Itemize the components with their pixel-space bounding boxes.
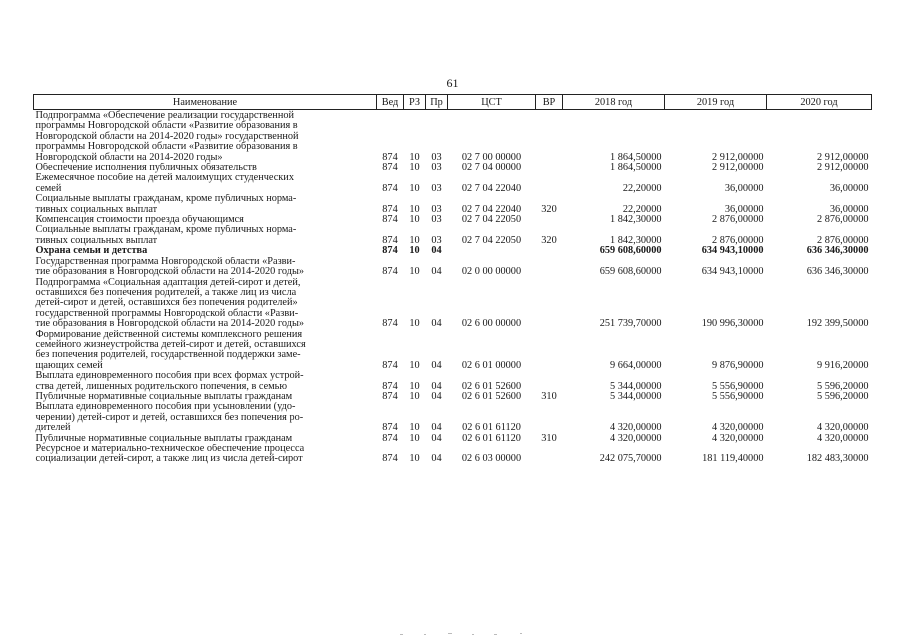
cell-2020: 36,00000 (829, 182, 869, 194)
table-row (34, 215, 872, 225)
cell-2019: 181 119,40000 (702, 453, 764, 465)
cell-rz: 10 (409, 182, 420, 194)
cell-vr (536, 163, 563, 173)
budget-table (33, 94, 872, 465)
cell-rz: 10 (409, 266, 420, 278)
cell-name: Компенсация стоимости проезда обучающимся (35, 215, 244, 226)
cell-ved: 874 (382, 422, 398, 434)
cell-ved: 874 (382, 266, 398, 278)
cell-ved: 874 (382, 215, 398, 226)
cell-vr: 310 (541, 391, 557, 402)
cell-rz: 10 (409, 215, 420, 226)
cell-2018: 659 608,60000 (599, 246, 662, 257)
cell-2018: 1 842,30000 (610, 234, 662, 246)
cell-cst: 02 7 04 22040 (461, 182, 522, 194)
table-row (34, 225, 872, 246)
cell-2020: 2 912,00000 (817, 163, 869, 174)
cell-cst: 02 7 04 00000 (461, 163, 522, 174)
cell-pr: 04 (431, 266, 442, 278)
table-row (34, 444, 872, 465)
cell-rz: 10 (409, 391, 420, 402)
cell-2018: 4 320,00000 (610, 433, 662, 444)
cell-cst: 02 6 01 52600 (461, 380, 522, 392)
header-name: Наименование (34, 95, 377, 110)
cell-2019: 634 943,10000 (701, 246, 764, 257)
header-2020: 2020 год (767, 95, 872, 110)
cell-vr: 320 (541, 234, 557, 246)
cell-name: Социальные выплаты гражданам, кроме публичных норма- тивных социальных выплат (35, 194, 297, 215)
cell-ved: 874 (382, 163, 398, 174)
table-row (34, 173, 872, 194)
cell-2019: 5 556,90000 (712, 380, 764, 392)
cell-pr: 04 (431, 391, 442, 402)
cell-rz: 10 (409, 234, 420, 246)
table-row (34, 392, 872, 402)
cell-pr: 03 (431, 163, 442, 174)
cell-2019: 4 320,00000 (712, 422, 764, 434)
cell-cst: 02 0 00 00000 (461, 266, 522, 278)
cell-vr (536, 444, 563, 465)
cell-ved: 874 (382, 380, 398, 392)
cell-vr (536, 246, 563, 256)
cell-name: Формирование действенной системы комплексного решения семейного жизнеустройства детей-сирот и детей, оставшихся без попечения родителей, государственной поддержки заме- щающих семей (35, 329, 306, 371)
cell-cst: 02 6 03 00000 (461, 453, 522, 465)
cell-2019: 2 912,00000 (712, 163, 764, 174)
cell-name: Подпрограмма «Социальная адаптация детей-сирот и детей, оставшихся без попечения родителей, а также лиц из числа детей-сирот и детей, оставшихся без попечения родителей» государственной программы Новгородской области «Разви- тие образования в Новгородской области на 2014-2020 годы» (35, 277, 305, 330)
cell-cst (448, 246, 536, 256)
header-vr: ВР (536, 95, 563, 110)
cell-2018: 5 344,00000 (610, 380, 662, 392)
cell-2019: 2 876,00000 (712, 234, 764, 246)
table-row (34, 257, 872, 278)
cell-2020: 636 346,30000 (806, 266, 869, 278)
cell-vr (536, 257, 563, 278)
cell-name: Ежемесячное пособие на детей малоимущих студенческих семей (35, 173, 294, 194)
cell-name: Ресурсное и материально-техническое обеспечение процесса социализации детей-сирот, а также лиц из числа детей-сирот (35, 444, 305, 465)
cell-2020: 2 876,00000 (817, 234, 869, 246)
cell-2018: 4 320,00000 (610, 422, 662, 434)
cell-2020: 5 596,20000 (817, 380, 869, 392)
cell-rz: 10 (409, 151, 420, 163)
cell-2019: 634 943,10000 (701, 266, 764, 278)
table-row (34, 330, 872, 372)
cell-2020: 192 399,50000 (806, 318, 869, 330)
cell-name: Публичные нормативные социальные выплаты гражданам (35, 433, 293, 444)
cell-vr (536, 330, 563, 372)
cell-ved: 874 (382, 453, 398, 465)
cell-2018: 1 842,30000 (610, 215, 662, 226)
cell-2020: 182 483,30000 (806, 453, 869, 465)
cell-pr: 03 (431, 203, 442, 215)
cell-2020: 4 320,00000 (817, 422, 869, 434)
cell-pr: 04 (431, 422, 442, 434)
cell-cst: 02 6 01 61120 (462, 433, 521, 444)
table-row (34, 402, 872, 433)
cell-vr (536, 278, 563, 330)
cell-2018: 1 864,50000 (610, 151, 662, 163)
cell-vr: 320 (541, 203, 557, 215)
cell-2020: 636 346,30000 (806, 246, 869, 257)
cell-name: Социальные выплаты гражданам, кроме публичных норма- тивных социальных выплат (35, 225, 297, 246)
cell-2020: 9 916,20000 (817, 359, 869, 371)
cell-2019: 5 556,90000 (712, 391, 764, 402)
cell-vr (536, 110, 563, 164)
cell-2020: 5 596,20000 (817, 391, 869, 402)
cell-name: Подпрограмма «Обеспечение реализации государственной программы Новгородской области «Развитие образования в Новгородской области на 2014-2020 годы» государственной программы Новгородской области «Развитие образования в Новгородской области на 2014-2020 годы» (35, 110, 299, 163)
cell-ved: 874 (382, 359, 398, 371)
cell-pr: 04 (431, 380, 442, 392)
cell-2018: 242 075,70000 (599, 453, 662, 465)
cell-vr (536, 402, 563, 433)
cell-rz: 10 (409, 359, 420, 371)
cell-rz: 10 (409, 380, 420, 392)
cell-2019: 4 320,00000 (712, 433, 764, 444)
cell-name: Обеспечение исполнения публичных обязательств (35, 163, 257, 174)
cell-2018: 1 864,50000 (610, 163, 662, 174)
table-row (34, 434, 872, 444)
table-row (34, 194, 872, 215)
cell-ved: 874 (382, 433, 398, 444)
cell-cst: 02 6 01 61120 (462, 422, 521, 434)
cell-pr: 03 (431, 182, 442, 194)
cell-2020: 36,00000 (829, 203, 869, 215)
cell-2019: 9 876,90000 (712, 359, 764, 371)
cell-cst: 02 7 04 22040 (461, 203, 522, 215)
table-row (34, 163, 872, 173)
cell-name: Государственная программа Новгородской области «Разви- тие образования в Новгородской области на 2014-2020 годы» (35, 256, 305, 278)
cell-ved: 874 (382, 203, 398, 215)
cell-2018: 9 664,00000 (610, 359, 662, 371)
table-row (34, 278, 872, 330)
page-number: 61 (446, 76, 459, 90)
header-2019: 2019 год (665, 95, 767, 110)
cell-pr: 03 (431, 215, 442, 226)
cell-2018: 22,20000 (622, 203, 662, 215)
table-row (34, 246, 872, 256)
cell-ved: 874 (382, 182, 398, 194)
cell-cst: 02 6 01 52600 (461, 391, 522, 402)
cell-2019: 2 912,00000 (712, 151, 764, 163)
cell-name: Выплата единовременного пособия при всех формах устрой- ства детей, лишенных родительского попечения, в семью (35, 371, 304, 392)
cell-rz: 10 (409, 246, 420, 257)
cell-name: Публичные нормативные социальные выплаты гражданам (35, 391, 293, 402)
cell-cst: 02 6 00 00000 (461, 318, 522, 330)
cell-pr: 04 (431, 246, 442, 257)
cell-vr (536, 215, 563, 225)
cell-2018: 5 344,00000 (610, 391, 662, 402)
cell-2018: 22,20000 (622, 182, 662, 194)
cell-pr: 04 (431, 433, 442, 444)
cell-ved: 874 (382, 151, 398, 163)
header-cst: ЦСТ (448, 95, 536, 110)
cell-rz: 10 (409, 203, 420, 215)
cell-ved: 874 (382, 234, 398, 246)
cell-2018: 659 608,60000 (599, 266, 662, 278)
cell-rz: 10 (409, 318, 420, 330)
cell-2020: 2 876,00000 (817, 215, 869, 226)
cell-pr: 04 (431, 453, 442, 465)
cell-cst: 02 6 01 00000 (461, 359, 522, 371)
cell-pr: 03 (431, 151, 442, 163)
cell-pr: 03 (431, 234, 442, 246)
cell-2019: 2 876,00000 (712, 215, 764, 226)
cell-cst: 02 7 04 22050 (461, 215, 522, 226)
header-ved: Вед (377, 95, 404, 110)
header-rz: РЗ (404, 95, 426, 110)
scan-artifact (396, 628, 536, 638)
table-header-row (34, 95, 872, 110)
table-row (34, 371, 872, 392)
cell-rz: 10 (409, 422, 420, 434)
cell-rz: 10 (409, 433, 420, 444)
cell-ved: 874 (382, 391, 398, 402)
cell-rz: 10 (409, 163, 420, 174)
cell-2019: 36,00000 (724, 182, 764, 194)
table-body (34, 110, 872, 465)
cell-ved: 874 (382, 318, 398, 330)
cell-2019: 36,00000 (724, 203, 764, 215)
cell-ved: 874 (382, 246, 398, 257)
cell-vr (536, 371, 563, 392)
table-row (34, 110, 872, 164)
cell-vr: 310 (541, 433, 557, 444)
cell-name: Выплата единовременного пособия при усыновлении (удо- черении) детей-сирот и детей, оставшихся без попечения ро- дителей (35, 402, 304, 434)
header-pr: Пр (426, 95, 448, 110)
cell-vr (536, 173, 563, 194)
cell-cst: 02 7 04 22050 (461, 234, 522, 246)
cell-cst: 02 7 00 00000 (461, 151, 522, 163)
cell-2020: 2 912,00000 (817, 151, 869, 163)
header-2018: 2018 год (563, 95, 665, 110)
cell-name: Охрана семьи и детства (35, 246, 148, 257)
cell-2019: 190 996,30000 (701, 318, 764, 330)
cell-2020: 4 320,00000 (817, 433, 869, 444)
cell-rz: 10 (409, 453, 420, 465)
cell-pr: 04 (431, 318, 442, 330)
cell-pr: 04 (431, 359, 442, 371)
cell-2018: 251 739,70000 (599, 318, 662, 330)
